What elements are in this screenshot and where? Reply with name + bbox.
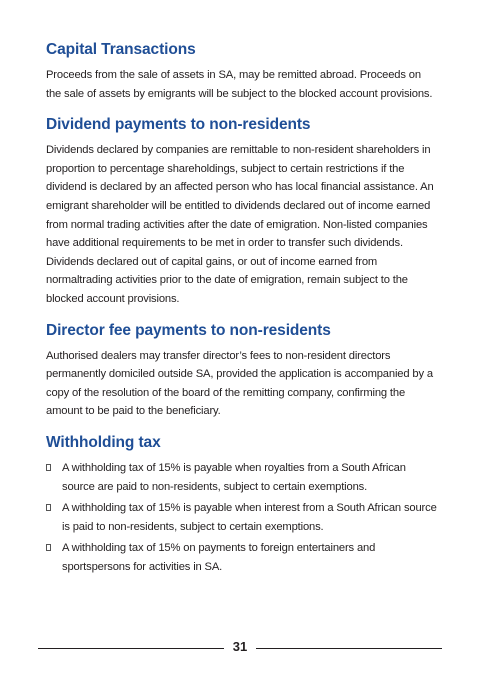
section-capital-transactions <box>46 40 438 103</box>
section-heading: Capital Transactions <box>46 41 196 58</box>
section-heading: Dividend payments to non-residents <box>46 116 311 134</box>
footer-rule-right <box>256 648 442 649</box>
page-number: 31 <box>232 639 248 654</box>
list-item <box>46 539 438 576</box>
page-footer <box>38 638 442 658</box>
section-heading: Withholding tax <box>46 433 161 451</box>
section-director-fee-payments <box>46 321 438 421</box>
footer-rule-left <box>38 648 224 649</box>
section-withholding-tax <box>46 433 438 577</box>
section-paragraph: Authorised dealers may transfer director’s fees to non-resident directors permanently domiciled outside SA, provided the application is accompanied by a copy of the resolution of the board of the remitting company, confirming the amount to be paid to the beneficiary. <box>46 349 433 418</box>
section-paragraph: Dividends declared by companies are remittable to non-resident shareholders in proportion to percentage shareholdings, subject to certain restrictions if the dividend is declared by an affected person who has local financial assistance. An emigrant shareholder will be entitled to dividends declared out of income earned from normal trading activities after the date of emigration. Non-listed companies have additional requirements to be met in order to transfer such dividends. Dividends declared out of capital gains, or out of income earned from normaltrading activities prior to the date of emigration, remain subject to the blocked account provisions. <box>46 144 434 305</box>
section-heading: Director fee payments to non-residents <box>46 321 331 339</box>
list-item-text: A withholding tax of 15% is payable when interest from a South African source is paid to non-residents, subject to certain exemptions. <box>62 502 437 533</box>
bullet-box-icon <box>46 464 51 471</box>
list-item <box>46 459 438 496</box>
bullet-box-icon <box>46 504 51 511</box>
list-item-text: A withholding tax of 15% is payable when royalties from a South African source are paid to non-residents, subject to certain exemptions. <box>62 461 406 493</box>
list-item-text: A withholding tax of 15% on payments to foreign entertainers and sportspersons for activities in SA. <box>62 542 376 573</box>
section-dividend-payments <box>46 115 438 308</box>
section-paragraph: Proceeds from the sale of assets in SA, may be remitted abroad. Proceeds on the sale of assets by emigrants will be subject to the blocked account provisions. <box>46 69 433 100</box>
bullet-box-icon <box>46 544 51 551</box>
bullet-list <box>46 459 438 577</box>
document-page <box>46 40 438 579</box>
list-item <box>46 499 438 536</box>
